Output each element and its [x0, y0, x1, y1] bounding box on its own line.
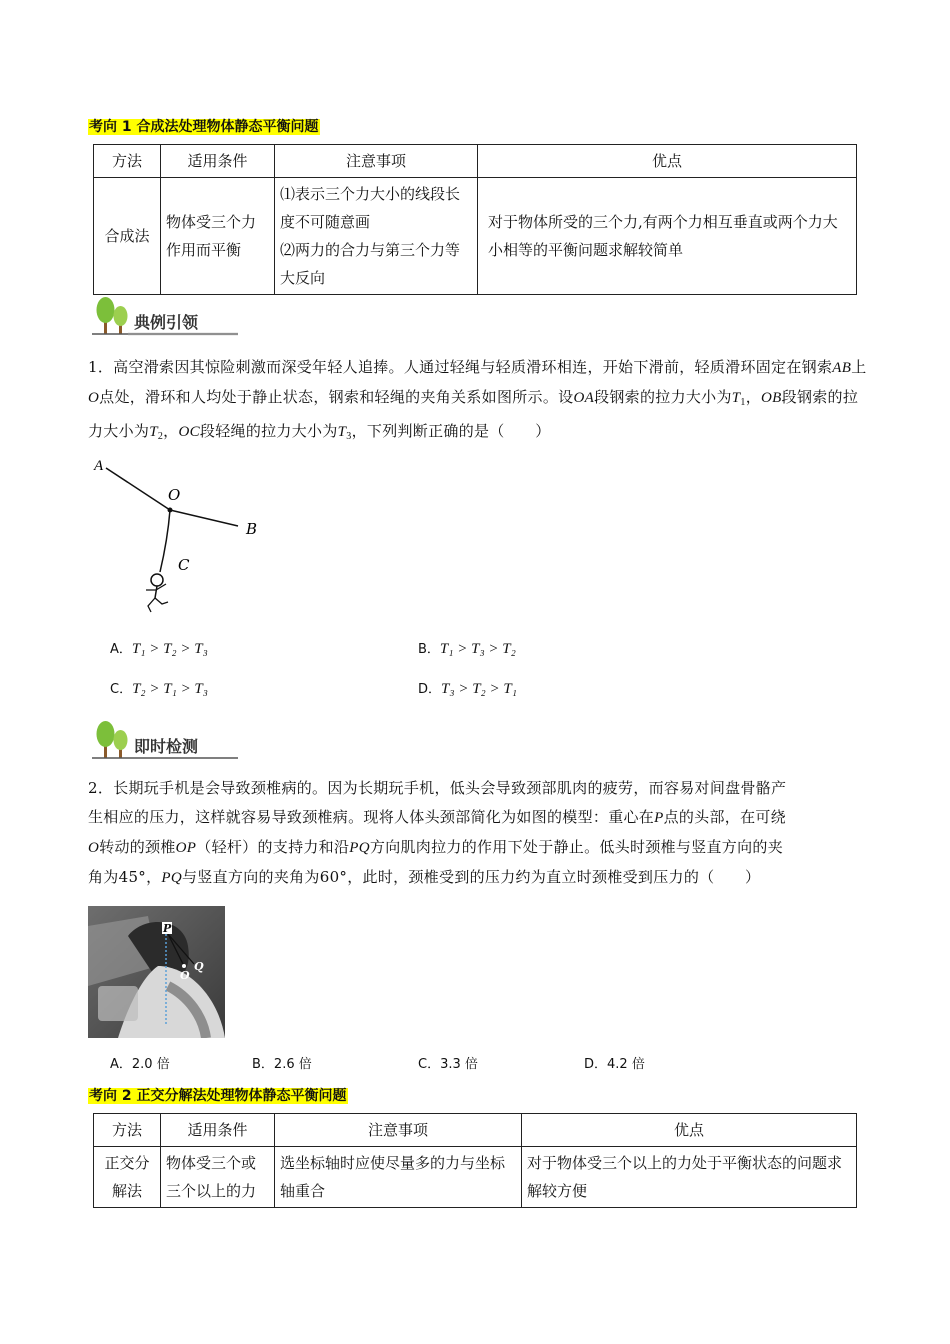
q2-line: [88, 863, 868, 893]
q1-text: ，: [745, 388, 762, 406]
q2-text: 转动的颈椎: [99, 838, 176, 856]
q1-text: 上: [851, 358, 867, 376]
q2-text: ，此时，颈椎受到的压力约为直立时颈椎受到压力的（ ）: [347, 868, 761, 886]
method-table-2: [93, 1113, 857, 1208]
banner-check: [88, 720, 238, 762]
q2-line: [88, 833, 868, 863]
sym-ob: OB: [761, 390, 782, 406]
option-text: 2.6 倍: [273, 1057, 312, 1072]
option-label: C．: [418, 1057, 441, 1072]
option-label: A．: [110, 1057, 132, 1072]
q1-text: ，: [163, 422, 179, 440]
option-label: C．: [110, 682, 133, 697]
angle-60: 60°: [319, 868, 348, 886]
question-2: [88, 774, 868, 893]
q2-number: 2．: [88, 779, 114, 797]
table-row: [94, 1147, 857, 1208]
header-method: 方法: [94, 1114, 161, 1147]
q1-text: 高空滑索因其惊险刺激而深受年轻人追捧。人通过轻绳与轻质滑环相连，开始下滑前，轻质滑环固定在钢索: [113, 358, 833, 376]
q1-option-d[interactable]: [418, 678, 517, 698]
option-text: 2.0 倍: [131, 1057, 170, 1072]
cell-advantage: 对于物体受三个以上的力处于平衡状态的问题求解较方便: [522, 1147, 857, 1208]
q1-number: 1．: [88, 358, 114, 376]
q2-text: （轻杆）的支持力和沿: [196, 838, 350, 856]
q2-text: 与竖直方向的夹角为: [182, 868, 320, 886]
cell-method: 合成法: [94, 178, 161, 295]
q2-option-c[interactable]: [418, 1053, 478, 1072]
option-text: 3.3 倍: [440, 1057, 478, 1072]
cell-notes: [275, 178, 478, 295]
label-c: C: [178, 556, 190, 574]
header-advantage: 优点: [478, 145, 857, 178]
cell-advantage: 对于物体所受的三个力,有两个力相互垂直或两个力大小相等的平衡问题求解较简单: [478, 178, 857, 295]
q2-option-a[interactable]: [110, 1053, 170, 1072]
cell-condition: 物体受三个或三个以上的力: [161, 1147, 275, 1208]
banner-title: 即时检测: [134, 737, 199, 756]
option-label: B．: [418, 642, 440, 657]
option-label: D．: [584, 1057, 608, 1072]
q1-text: 段钢索的拉力大小为: [88, 388, 859, 440]
sym-t3: $T_3$: [337, 424, 352, 442]
label-a: A: [94, 458, 104, 474]
q1-text: 点处，滑环和人均处于静止状态，钢索和轻绳的夹角关系如图所示。设: [99, 388, 574, 406]
q2-line: [88, 774, 868, 803]
sym-p: P: [654, 810, 664, 826]
q1-option-b[interactable]: [418, 638, 516, 658]
option-text: 4.2 倍: [607, 1057, 645, 1072]
q2-text: 角为: [88, 868, 119, 886]
table-header-row: [94, 145, 857, 178]
option-text: T₁ > T₃ > T₂: [439, 641, 516, 657]
photo-label-p: P: [163, 922, 172, 935]
q1-text: 段轻绳的拉力大小为: [199, 422, 338, 440]
sym-o: O: [88, 390, 100, 406]
photo-label-q: Q: [194, 960, 204, 973]
cell-method: 正交分解法: [94, 1147, 161, 1208]
q1-text: 段钢索的拉力大小为: [594, 388, 732, 406]
q1-option-a[interactable]: [110, 638, 208, 658]
banner-title: 典例引领: [134, 313, 199, 332]
header-advantage: 优点: [522, 1114, 857, 1147]
angle-45: 45°: [118, 868, 147, 886]
header-condition: 适用条件: [161, 1114, 275, 1147]
note-2: ⑵两力的合力与第三个力等大反向: [280, 241, 461, 287]
section1-heading: 考向 1 合成法处理物体静态平衡问题: [89, 119, 319, 135]
section2-heading: 考向 2 正交分解法处理物体静态平衡问题: [89, 1088, 347, 1104]
q1-text: ，下列判断正确的是（ ）: [351, 422, 551, 440]
cell-notes: 选坐标轴时应使尽量多的力与坐标轴重合: [275, 1147, 522, 1208]
label-b: B: [246, 520, 258, 538]
photo-label-o: O: [180, 969, 190, 982]
sym-oa: OA: [573, 390, 595, 406]
sym-t1: $T_1$: [731, 390, 746, 408]
header-notes: 注意事项: [275, 1114, 522, 1147]
option-text: T₁ > T₂ > T₃: [131, 641, 208, 657]
method-table-1: [93, 144, 857, 295]
option-text: T₃ > T₂ > T₁: [441, 681, 517, 697]
sym-ab: AB: [832, 360, 852, 376]
question-1: [88, 353, 868, 451]
neck-model-photo: [88, 906, 225, 1038]
q1-option-c[interactable]: [110, 678, 208, 698]
q2-text: 点的头部，在可绕: [663, 808, 786, 826]
option-label: A．: [110, 642, 132, 657]
banner-examples: [88, 296, 238, 338]
q2-option-b[interactable]: [252, 1053, 312, 1072]
header-condition: 适用条件: [161, 145, 275, 178]
header-method: 方法: [94, 145, 161, 178]
option-text: T₂ > T₁ > T₃: [132, 681, 208, 697]
table-header-row: [94, 1114, 857, 1147]
q2-text: 生相应的压力，这样就容易导致颈椎病。现将人体头颈部简化为如图的模型：重心在: [88, 808, 655, 826]
q2-text: 方向肌肉拉力的作用下处于静止。低头时颈椎与竖直方向的夹: [369, 838, 783, 856]
zipline-figure: [88, 450, 278, 620]
header-notes: 注意事项: [275, 145, 478, 178]
q2-option-d[interactable]: [584, 1053, 645, 1072]
sym-o: O: [88, 840, 100, 856]
label-o: O: [168, 486, 181, 504]
sym-t2: $T_2$: [149, 424, 164, 442]
q2-line: [88, 803, 868, 833]
sym-op: OP: [175, 840, 197, 856]
cell-condition: 物体受三个力作用而平衡: [161, 178, 275, 295]
note-1: ⑴表示三个力大小的线段长度不可随意画: [280, 185, 461, 231]
table-row: [94, 178, 857, 295]
sym-pq: PQ: [161, 870, 183, 886]
option-label: D．: [418, 682, 442, 697]
sym-pq: PQ: [349, 840, 370, 856]
option-label: B．: [252, 1057, 274, 1072]
sym-oc: OC: [178, 424, 200, 440]
q2-text: ，: [146, 868, 162, 886]
q2-text: 长期玩手机是会导致颈椎病的。因为长期玩手机，低头会导致颈部肌肉的疲劳，而容易对间盘骨骼产: [113, 779, 787, 797]
